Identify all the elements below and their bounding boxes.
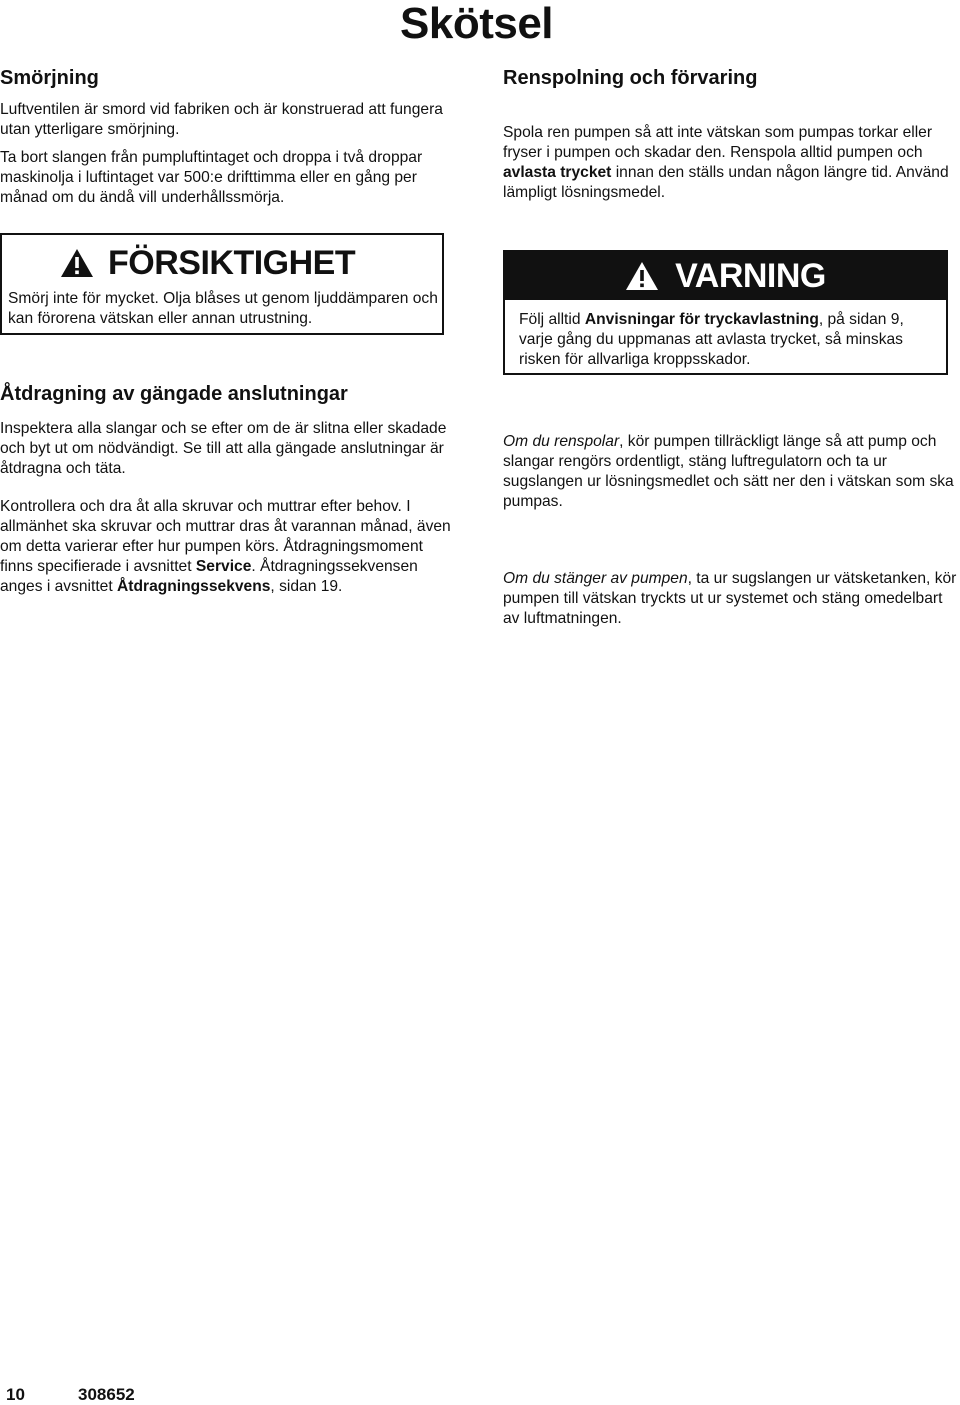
tightening-section xyxy=(0,382,458,597)
tightening-text-3: , sidan 19. xyxy=(270,578,343,595)
left-column xyxy=(0,66,458,208)
right-column xyxy=(503,66,960,203)
lubrication-paragraph-2: Ta bort slangen från pumpluftintaget och droppa i två droppar maskinolja i luftintaget var 500:e drifttimma eller en gång per månad om du ändå vill underhållssmörja. xyxy=(0,149,423,206)
lubrication-heading: Smörjning xyxy=(0,67,99,89)
tightening-heading: Åtdragning av gängade anslutningar xyxy=(0,383,348,405)
warning-triangle-icon xyxy=(60,248,94,278)
warning-title: VARNING xyxy=(675,256,826,295)
lubrication-paragraph-1: Luftventilen är smord vid fabriken och är konstruerad att fungera utan ytterligare smörjning. xyxy=(0,101,443,138)
tightening-text-1: Kontrollera och dra åt alla skruvar och muttrar efter behov. I allmänhet ska skruvar och muttrar dras åt varannan månad, även om detta varierar efter hur pumpen körs. Åtdragningsmoment finns specifierade i avsnittet xyxy=(0,498,451,575)
pressure-relief-reference: Anvisningar för tryckavlastning xyxy=(584,311,819,328)
if-flushing-text: Om du renspolar xyxy=(503,433,620,450)
flush-step-text-1: , kör pumpen tillräckligt länge så att pump och slangar rengörs ordentligt, stäng luftregulatorn och ta ur sugslangen ur lösningsmedlet och sätt ner den i vätskan som ska pumpas. xyxy=(503,433,954,510)
caution-header xyxy=(60,241,355,285)
caution-box xyxy=(0,233,444,335)
caution-text: Smörj inte för mycket. Olja blåses ut genom ljuddämparen och kan förorena vätskan eller annan utrustning. xyxy=(8,290,438,327)
warning-triangle-icon xyxy=(625,261,659,291)
tightening-paragraph-2 xyxy=(0,497,458,597)
flushing-text-2: innan den ställs undan någon längre tid. Använd lämpligt lösningsmedel. xyxy=(503,164,949,201)
warning-text-1: Följ alltid xyxy=(519,311,585,328)
tightening-paragraph-1: Inspektera alla slangar och se efter om de är slitna eller skadade och byt ut om nödvändigt. Se till att alla gängade anslutningar är åtdragna och täta. xyxy=(0,420,447,477)
flush-step-paragraph-2 xyxy=(503,569,960,629)
tightening-text-2: . Åtdragningssekvensen anges i avsnittet xyxy=(0,558,418,595)
document-number: 308652 xyxy=(78,1385,135,1404)
flushing-heading: Renspolning och förvaring xyxy=(503,67,758,89)
page-number: 10 xyxy=(6,1385,25,1404)
flush-step-text-2: , ta ur sugslangen ur vätsketanken, kör pumpen till vätskan tryckts ut ur systemet och stäng omedelbart av luftmatningen. xyxy=(503,570,957,627)
if-shutdown-text: Om du stänger av pumpen xyxy=(503,570,688,587)
relieve-pressure-text: avlasta trycket xyxy=(503,164,612,181)
warning-text-2: , på sidan 9, varje gång du uppmanas att avlasta trycket, så minskas risken för allvarliga kroppsskador. xyxy=(519,311,904,368)
page-footer xyxy=(6,1385,135,1405)
warning-header xyxy=(505,252,946,300)
flushing-paragraph xyxy=(503,123,960,203)
caution-title: FÖRSIKTIGHET xyxy=(108,243,356,282)
flushing-text-1: Spola ren pumpen så att inte vätskan som pumpas torkar eller fryser i pumpen och skadar den. Renspola alltid pumpen och xyxy=(503,124,933,161)
flush-steps-section xyxy=(503,432,960,629)
tightening-sequence-reference: Åtdragningssekvens xyxy=(117,578,271,595)
warning-box xyxy=(503,250,948,375)
service-reference: Service xyxy=(195,558,252,575)
flush-step-paragraph-1 xyxy=(503,432,960,512)
warning-text xyxy=(519,310,939,370)
page-title: Skötsel xyxy=(400,0,554,48)
